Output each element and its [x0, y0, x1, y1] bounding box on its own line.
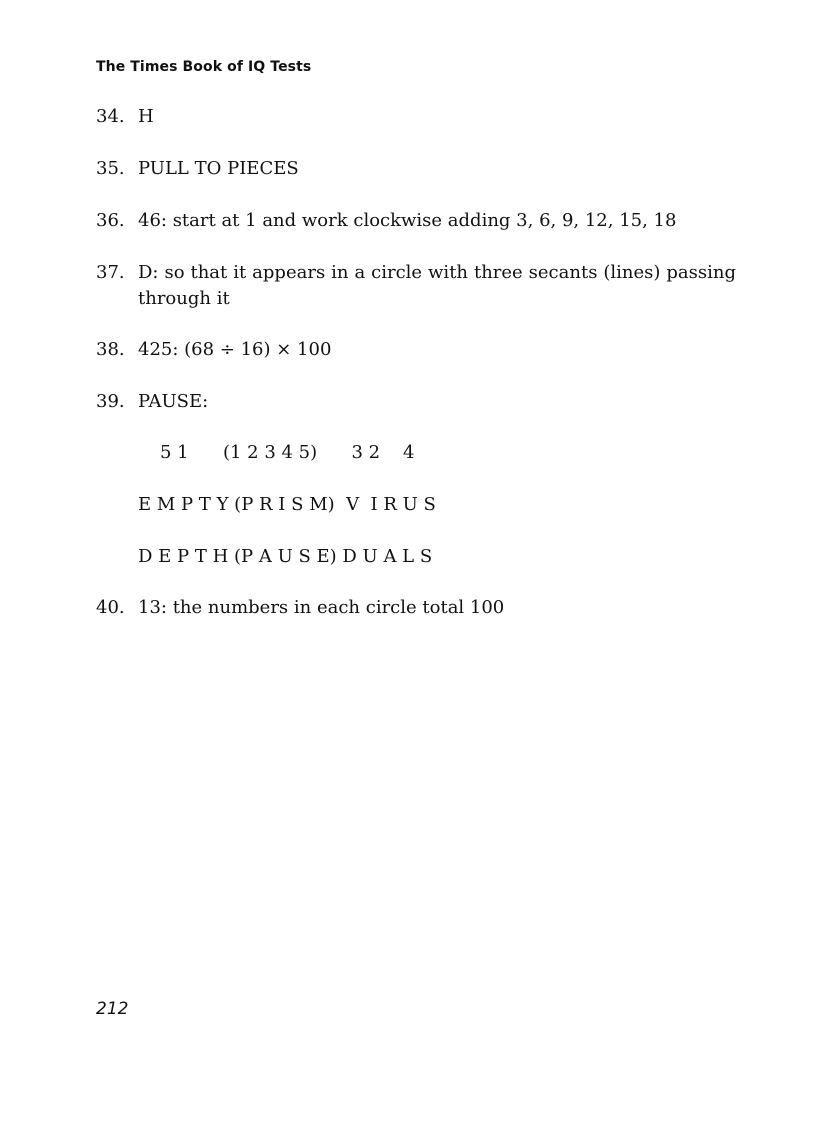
answer-number: 37.: [96, 262, 125, 283]
answer-number: 39.: [96, 391, 125, 412]
answer-number: 40.: [96, 597, 125, 618]
answer-item-36: [96, 208, 736, 234]
answer-text: 13: the numbers in each circle total 100: [138, 597, 505, 618]
answer-item-37: [96, 260, 736, 312]
answer-text: 425: (68 ÷ 16) × 100: [138, 339, 332, 360]
answer-item-35: [96, 156, 736, 182]
page-number: 212: [96, 999, 129, 1019]
answer-text: D: so that it appears in a circle with three secants (lines) passing through it: [138, 262, 736, 309]
pause-example-line: E M P T Y (P R I S M) V I R U S: [138, 494, 436, 515]
answer-item-38: [96, 337, 736, 363]
answer-item-39: [96, 389, 736, 415]
running-head-title: The Times Book of IQ Tests: [96, 59, 312, 75]
answer-text: 46: start at 1 and work clockwise adding 3, 6, 9, 12, 15, 18: [138, 210, 677, 231]
answer-item-34: [96, 104, 736, 130]
answer-number: 38.: [96, 339, 125, 360]
pause-order-line: 5 1 (1 2 3 4 5) 3 2 4: [160, 442, 415, 463]
answer-number: 34.: [96, 106, 125, 127]
answer-number: 35.: [96, 158, 125, 179]
answer-item-40: [96, 595, 736, 621]
answer-text: H: [138, 106, 154, 127]
answer-text: PULL TO PIECES: [138, 158, 299, 179]
pause-answer-line: D E P T H (P A U S E) D U A L S: [138, 546, 433, 567]
answer-text: PAUSE:: [138, 391, 209, 412]
answer-number: 36.: [96, 210, 125, 231]
